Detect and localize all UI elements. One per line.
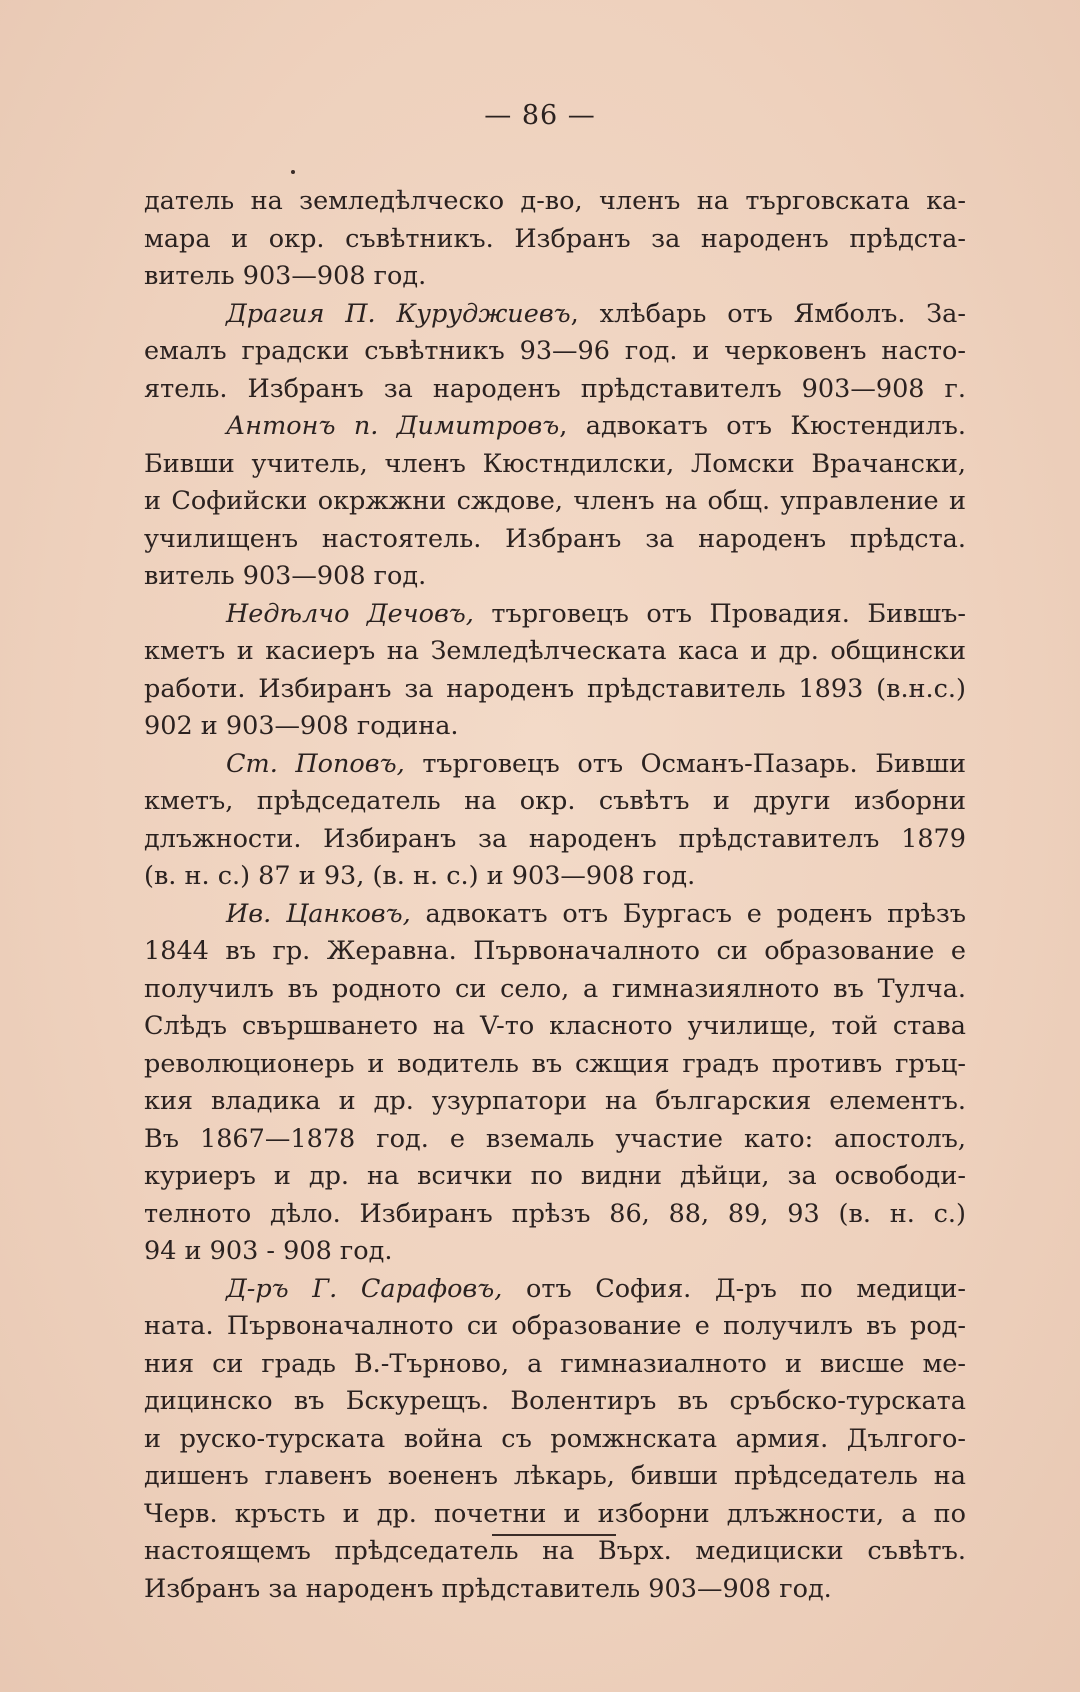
- text-line: [144, 1346, 966, 1384]
- text-line: [144, 296, 966, 334]
- text-run: работи. Избиранъ за народенъ прѣдставитель 1893 (в.н.с.): [144, 673, 966, 704]
- text-line: [144, 446, 966, 484]
- person-name: Ив. Цанковъ,: [226, 898, 411, 929]
- text-run: отъ София. Д-ръ по медици-: [502, 1273, 966, 1304]
- text-line: [144, 1233, 966, 1271]
- text-line: [144, 1083, 966, 1121]
- text-run: търговецъ отъ Османъ-Пазарь. Бивши: [404, 748, 966, 779]
- text-line: [144, 896, 966, 934]
- page-number: — 86 —: [484, 100, 596, 131]
- text-line: [144, 408, 966, 446]
- text-run: дицинско въ Бскурещъ. Волентиръ въ сръбско-турската: [144, 1386, 966, 1416]
- text-run: търговецъ отъ Провадия. Бившъ-: [473, 598, 966, 629]
- person-name: Драгия П. Куруджиевъ: [226, 298, 571, 329]
- text-line: [144, 521, 966, 559]
- text-line: [144, 1383, 966, 1421]
- text-run: получилъ въ родното си село, а гимназиялното въ Тулча.: [144, 973, 966, 1004]
- text-run: , адвокатъ отъ Кюстендилъ.: [559, 411, 966, 441]
- text-line: [144, 483, 966, 521]
- text-run: , хлѣбарь отъ Ямболъ. За-: [570, 298, 966, 329]
- ink-speck: [291, 170, 295, 174]
- text-run: (в. н. с.) 87 и 93, (в. н. с.) и 903—908 год.: [144, 861, 696, 891]
- text-run: кия владика и др. узурпатори на българския елементъ.: [144, 1086, 966, 1116]
- text-line: [144, 1421, 966, 1459]
- person-name: Антонъ п. Димитровъ: [226, 411, 560, 441]
- text-run: Въ 1867—1878 год. е вземаль участие като: апостолъ,: [144, 1123, 966, 1154]
- text-line: [144, 746, 966, 784]
- text-run: 94 и 903 - 908 год.: [144, 1236, 393, 1266]
- text-run: ната. Първоначалното си образование е получилъ въ род-: [144, 1311, 966, 1341]
- text-run: адвокатъ отъ Бургасъ е роденъ прѣзъ: [410, 898, 966, 929]
- text-run: датель на земледѣлческо д-во, членъ на търговската ка-: [144, 186, 966, 216]
- text-line: [144, 858, 966, 896]
- text-run: революционерь и водитель въ сжщия градъ противъ гръц-: [144, 1048, 966, 1079]
- text-line: [144, 1271, 966, 1309]
- person-name: Ст. Поповъ,: [226, 748, 405, 779]
- text-run: Черв. кръсть и др. почетни и изборни длъжности, а по: [144, 1498, 966, 1529]
- text-line: [144, 783, 966, 821]
- text-line: [144, 1496, 966, 1534]
- text-run: 1844 въ гр. Жеравна. Първоначалното си образование е: [144, 936, 966, 966]
- text-run: мара и окр. съвѣтникъ. Избранъ за народенъ прѣдста-: [144, 223, 966, 254]
- text-run: телното дѣло. Избиранъ прѣзъ 86, 88, 89, 93 (в. н. с.): [144, 1198, 966, 1229]
- body-text: [144, 183, 966, 1608]
- text-run: ятель. Избранъ за народенъ прѣдставителъ 903—908 г.: [144, 373, 966, 404]
- text-line: [144, 971, 966, 1009]
- text-line: [144, 221, 966, 259]
- closing-rule: [492, 1534, 616, 1536]
- text-line: [144, 708, 966, 746]
- text-run: витель 903—908 год.: [144, 261, 427, 291]
- text-run: кметъ и касиеръ на Земледѣлческата каса и др. общински: [144, 636, 966, 666]
- text-run: кметъ, прѣдседатель на окр. съвѣтъ и други изборни: [144, 786, 966, 816]
- text-run: Бивши учитель, членъ Кюстндилски, Ломски Врачански,: [144, 448, 966, 479]
- text-line: [144, 333, 966, 371]
- text-line: [144, 1158, 966, 1196]
- text-line: [144, 1458, 966, 1496]
- text-run: настоящемъ прѣдседатель на Върх. медициски съвѣтъ.: [144, 1536, 966, 1566]
- text-line: [144, 183, 966, 221]
- text-run: и руско-турската война съ ромжнската армия. Дългого-: [144, 1423, 966, 1454]
- text-line: [144, 1533, 966, 1571]
- text-line: [144, 1196, 966, 1234]
- text-line: [144, 1046, 966, 1084]
- text-line: [144, 1008, 966, 1046]
- text-line: [144, 633, 966, 671]
- text-run: училищенъ настоятель. Избранъ за народенъ прѣдста.: [144, 523, 966, 554]
- text-line: [144, 1308, 966, 1346]
- text-line: [144, 596, 966, 634]
- person-name: Недѣлчо Дечовъ,: [226, 598, 474, 629]
- text-line: [144, 1121, 966, 1159]
- text-line: [144, 558, 966, 596]
- text-line: [144, 671, 966, 709]
- text-run: длъжности. Избиранъ за народенъ прѣдставителъ 1879: [144, 823, 966, 854]
- text-run: Избранъ за народенъ прѣдставитель 903—908 год.: [144, 1573, 832, 1604]
- text-run: ния си градь В.-Търново, а гимназиалното и висше ме-: [144, 1348, 966, 1379]
- text-line: [144, 1571, 966, 1609]
- text-line: [144, 258, 966, 296]
- text-run: куриеръ и др. на всички по видни дѣйци, за освободи-: [144, 1161, 966, 1191]
- text-run: емалъ градски съвѣтникъ 93—96 год. и черковенъ насто-: [144, 336, 966, 366]
- text-run: дишенъ главенъ воененъ лѣкарь, бивши прѣдседатель на: [144, 1461, 966, 1491]
- text-line: [144, 371, 966, 409]
- text-run: витель 903—908 год.: [144, 561, 427, 591]
- person-name: Д-ръ Г. Сарафовъ,: [226, 1273, 503, 1304]
- text-line: [144, 933, 966, 971]
- text-line: [144, 821, 966, 859]
- text-run: 902 и 903—908 година.: [144, 711, 459, 741]
- text-run: Слѣдъ свършването на V-то класното училище, той става: [144, 1011, 966, 1041]
- text-run: и Софийски окржжни сждове, членъ на общ. управление и: [144, 486, 966, 516]
